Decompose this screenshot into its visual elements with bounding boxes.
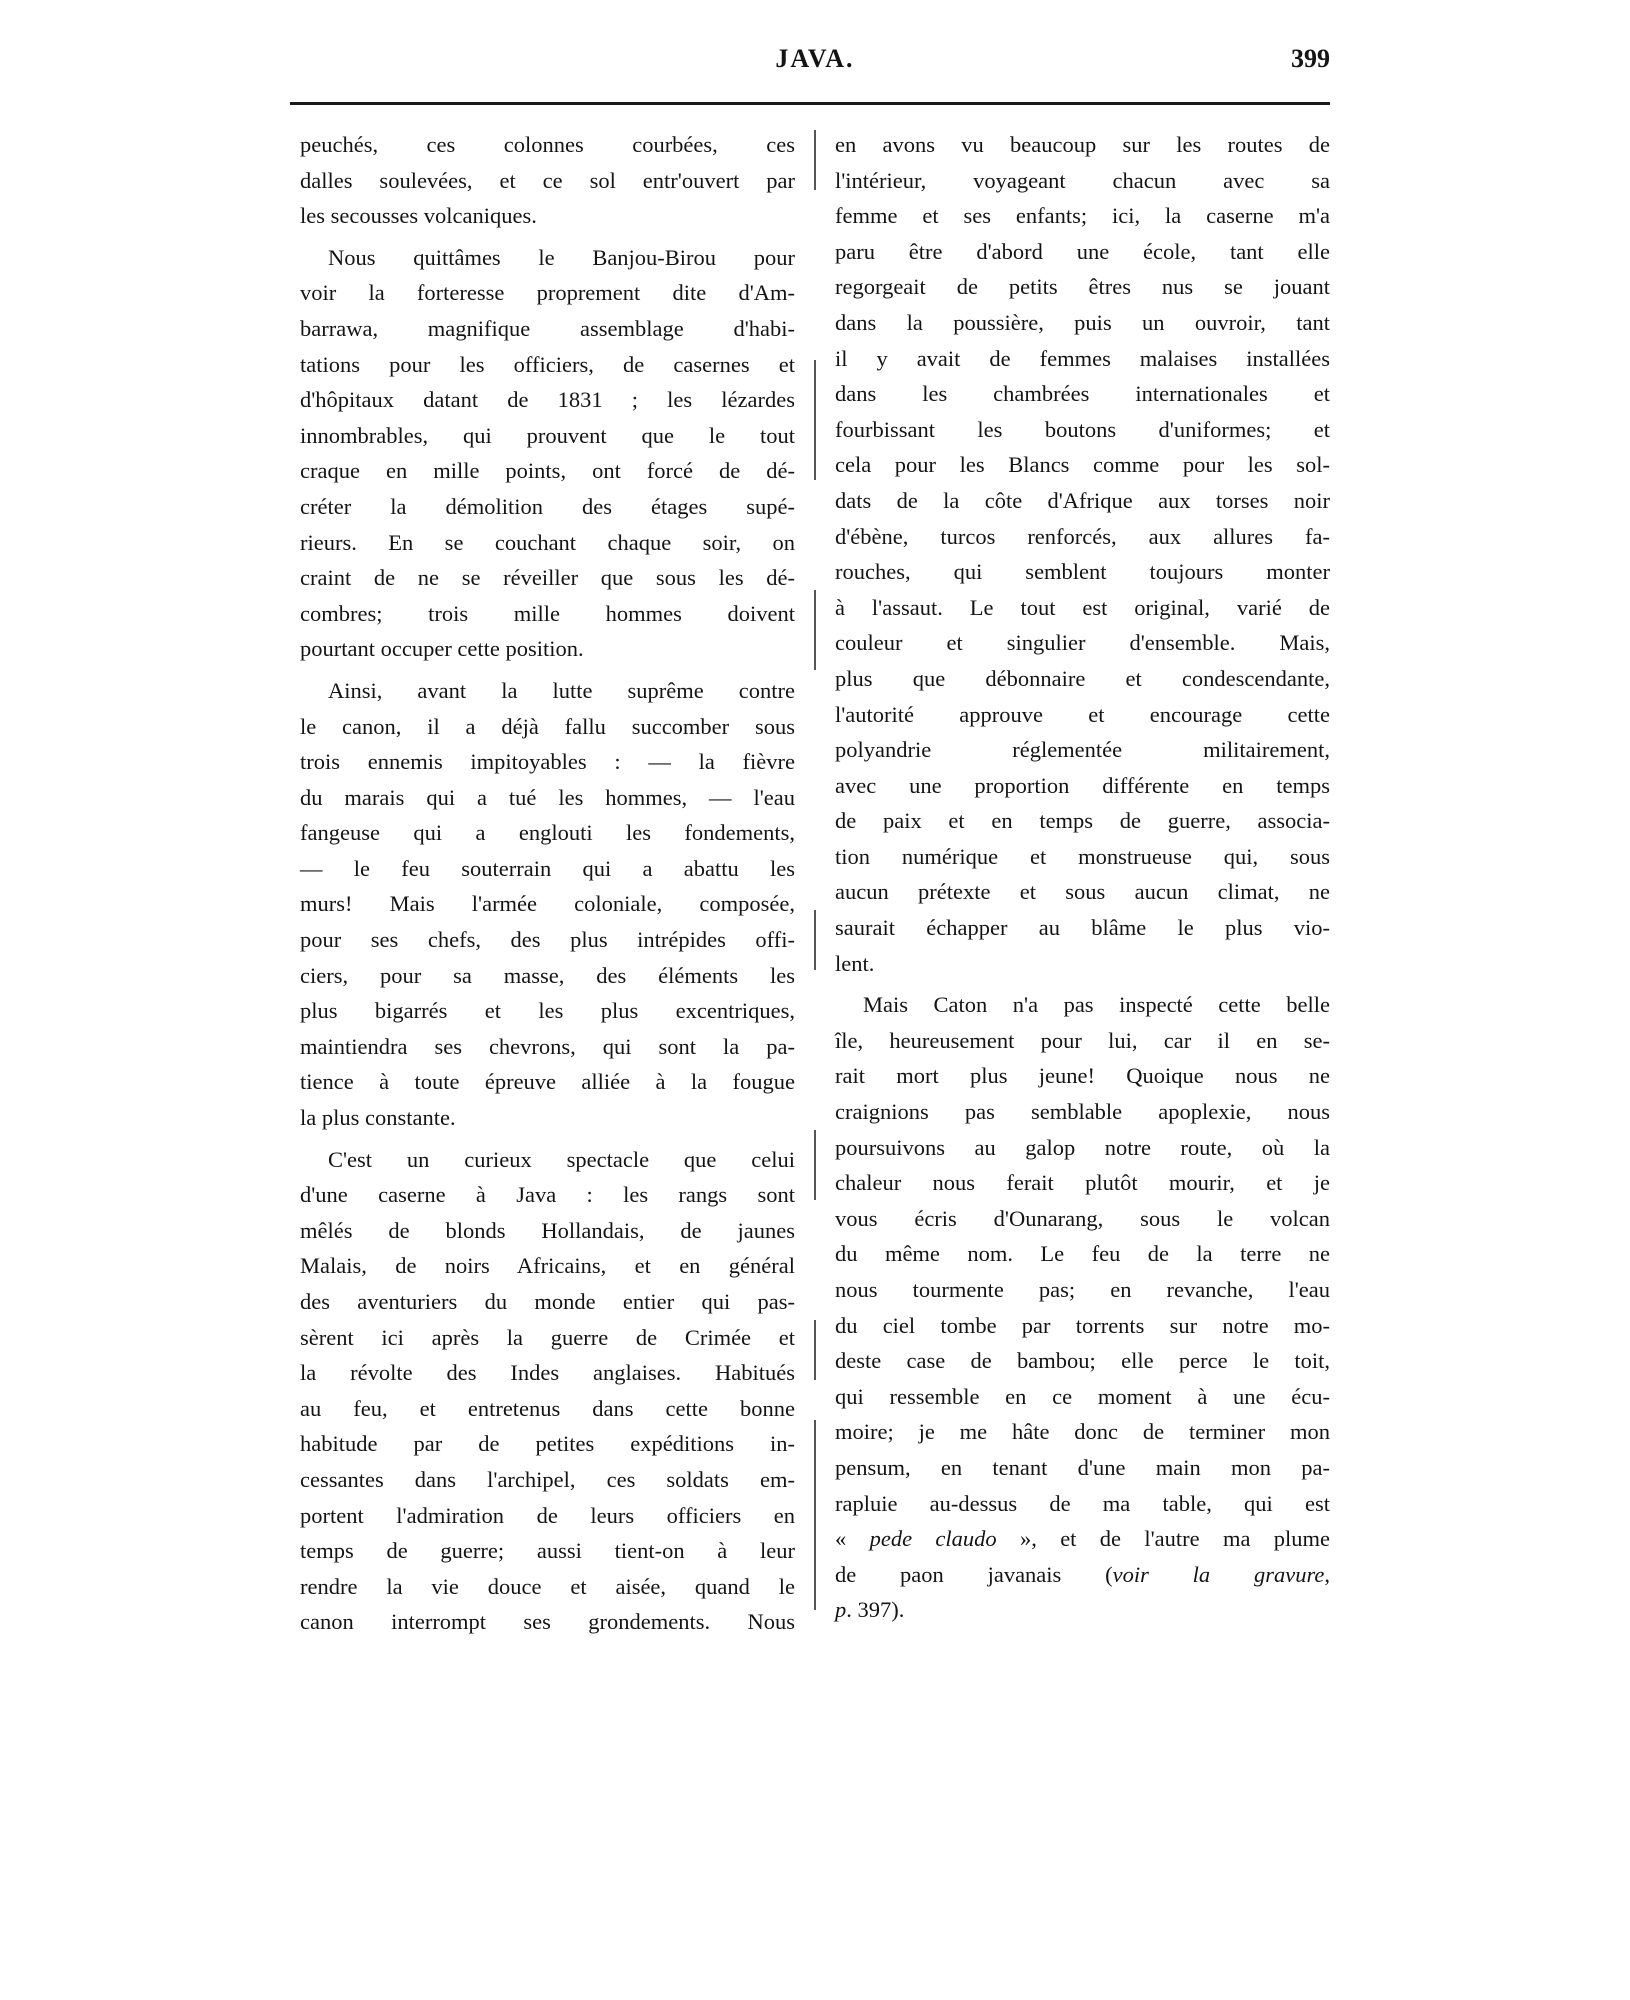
text-line: lent. <box>835 950 875 976</box>
text-line: Nous quittâmes le Banjou-Birou pour <box>328 244 795 270</box>
left-column <box>300 127 795 1640</box>
text-line: Mais Caton n'a pas inspecté cette belle <box>863 992 1330 1018</box>
text-line: barrawa, magnifique assemblage d'habi- <box>300 315 795 341</box>
paragraph <box>835 127 1330 981</box>
text-line: des aventuriers du monde entier qui pas- <box>300 1289 795 1314</box>
text-line: d'ébène, turcos renforcés, aux allures fa- <box>835 523 1330 549</box>
text-line: tion numérique et monstrueuse qui, sous <box>835 843 1330 869</box>
text-line: dans la poussière, puis un ouvroir, tant <box>835 309 1330 335</box>
text-line: d'une caserne à Java : les rangs sont <box>300 1182 795 1208</box>
open-quote: « <box>835 1526 870 1552</box>
text-line: couleur et singulier d'ensemble. Mais, <box>835 630 1330 656</box>
text-line: sèrent ici après la guerre de Crimée et <box>300 1324 795 1350</box>
paragraph <box>300 127 795 234</box>
text-line: maintiendra ses chevrons, qui sont la pa- <box>300 1033 795 1059</box>
text-line: le canon, il a déjà fallu succomber sous <box>300 713 795 739</box>
text-line: pensum, en tenant d'une main mon pa- <box>835 1454 1330 1480</box>
text-line: combres; trois mille hommes doivent <box>300 600 795 626</box>
text-line: plus que débonnaire et condescendante, <box>835 665 1330 691</box>
text-line-page-reference <box>835 1592 1330 1628</box>
text-line: la plus constante. <box>300 1105 456 1131</box>
right-column <box>835 127 1330 1628</box>
text-line: la révolte des Indes anglaises. Habitués <box>300 1360 795 1386</box>
close-quote: » <box>996 1526 1032 1552</box>
text-line: en avons vu beaucoup sur les routes de <box>835 132 1330 157</box>
text-line: nous tourmente pas; en revanche, l'eau <box>835 1277 1330 1302</box>
text-line: craint de ne se réveiller que sous les dé- <box>300 565 795 591</box>
text-line: île, heureusement pour lui, car il en se- <box>835 1027 1330 1053</box>
text-line: mêlés de blonds Hollandais, de jaunes <box>300 1217 795 1243</box>
paragraph <box>300 1142 795 1640</box>
text-line: du même nom. Le feu de la terre ne <box>835 1241 1330 1267</box>
text-line: rait mort plus jeune! Quoique nous ne <box>835 1063 1330 1089</box>
text-line: au feu, et entretenus dans cette bonne <box>300 1395 795 1421</box>
page-number: 399 <box>1291 44 1330 73</box>
text-line: du marais qui a tué les hommes, — l'eau <box>300 784 795 810</box>
italic-phrase: p <box>835 1597 847 1623</box>
text-line: saurait échapper au blâme le plus vio- <box>835 915 1330 941</box>
text-line: rieurs. En se couchant chaque soir, on <box>300 529 795 555</box>
text-line: paru être d'abord une école, tant elle <box>835 238 1330 264</box>
text-line: fangeuse qui a englouti les fondements, <box>300 820 795 846</box>
text-line: à l'assaut. Le tout est original, varié de <box>835 594 1330 620</box>
text-line: Ainsi, avant la lutte suprême contre <box>328 677 795 703</box>
text-line: moire; je me hâte donc de terminer mon <box>835 1419 1330 1445</box>
text-line: l'autorité approuve et encourage cette <box>835 701 1330 727</box>
text-fragment: de paon javanais ( <box>835 1561 1113 1587</box>
italic-phrase: pede claudo <box>869 1526 997 1552</box>
text-line: cela pour les Blancs comme pour les sol- <box>835 452 1330 478</box>
text-line: chaleur nous ferait plutôt mourir, et je <box>835 1170 1330 1196</box>
text-fragment: , <box>1324 1561 1330 1587</box>
text-line: voir la forteresse proprement dite d'Am- <box>300 280 795 306</box>
text-line: rouches, qui semblent toujours monter <box>835 559 1330 585</box>
text-fragment: . 397). <box>846 1597 905 1623</box>
text-line: regorgeait de petits êtres nus se jouant <box>835 274 1330 300</box>
text-line: ciers, pour sa masse, des éléments les <box>300 962 795 988</box>
text-line-italic-quote <box>835 1521 1330 1557</box>
text-line: canon interrompt ses grondements. Nous <box>300 1609 795 1635</box>
text-line: Malais, de noirs Africains, et en général <box>300 1253 795 1279</box>
text-line: pourtant occuper cette position. <box>300 636 584 662</box>
running-title: JAVA. <box>775 44 855 73</box>
text-line: C'est un curieux spectacle que celui <box>328 1146 795 1172</box>
text-line: cessantes dans l'archipel, ces soldats em- <box>300 1466 795 1492</box>
text-line: il y avait de femmes malaises installées <box>835 345 1330 371</box>
header-rule <box>290 102 1330 105</box>
text-line: deste case de bambou; elle perce le toit, <box>835 1348 1330 1374</box>
text-line: de paix et en temps de guerre, associa- <box>835 808 1330 834</box>
text-line: craignions pas semblable apoplexie, nous <box>835 1099 1330 1125</box>
text-line: murs! Mais l'armée coloniale, composée, <box>300 891 795 917</box>
text-line: créter la démolition des étages supé- <box>300 493 795 519</box>
text-line: l'intérieur, voyageant chacun avec sa <box>835 167 1330 193</box>
text-line: du ciel tombe par torrents sur notre mo- <box>835 1312 1330 1338</box>
paragraph <box>835 987 1330 1628</box>
text-line: pour ses chefs, des plus intrépides offi- <box>300 927 795 953</box>
text-line: qui ressemble en ce moment à une écu- <box>835 1383 1330 1409</box>
text-line: dans les chambrées internationales et <box>835 381 1330 407</box>
column-divider <box>814 130 816 1625</box>
text-line-italic-reference <box>835 1557 1330 1593</box>
text-line: rapluie au-dessus de ma table, qui est <box>835 1490 1330 1516</box>
text-line: portent l'admiration de leurs officiers en <box>300 1502 795 1528</box>
text-line: polyandrie réglementée militairement, <box>835 737 1330 763</box>
text-line: les secousses volcaniques. <box>300 203 537 229</box>
text-line: dats de la côte d'Afrique aux torses noir <box>835 487 1330 513</box>
text-line: habitude par de petites expéditions in- <box>300 1431 795 1457</box>
text-line: tations pour les officiers, de casernes et <box>300 351 795 377</box>
text-line: poursuivons au galop notre route, où la <box>835 1134 1330 1160</box>
text-line: aucun prétexte et sous aucun climat, ne <box>835 879 1330 905</box>
text-line: rendre la vie douce et aisée, quand le <box>300 1573 795 1599</box>
text-line: d'hôpitaux datant de 1831 ; les lézardes <box>300 387 795 413</box>
text-line: plus bigarrés et les plus excentriques, <box>300 998 795 1024</box>
text-line: temps de guerre; aussi tient-on à leur <box>300 1538 795 1564</box>
text-line: trois ennemis impitoyables : — la fièvre <box>300 749 795 775</box>
text-fragment: , et de l'autre ma plume <box>1031 1526 1331 1552</box>
text-line: vous écris d'Ounarang, sous le volcan <box>835 1205 1330 1231</box>
text-line: innombrables, qui prouvent que le tout <box>300 422 795 448</box>
text-line: peuchés, ces colonnes courbées, ces <box>300 132 795 157</box>
text-line: tience à toute épreuve alliée à la fougue <box>300 1069 795 1095</box>
text-line: dalles soulevées, et ce sol entr'ouvert par <box>300 167 795 193</box>
text-line: avec une proportion différente en temps <box>835 772 1330 798</box>
paragraph <box>300 673 795 1136</box>
text-line: femme et ses enfants; ici, la caserne m'a <box>835 203 1330 229</box>
text-line: — le feu souterrain qui a abattu les <box>300 855 795 881</box>
italic-phrase: voir la gravure <box>1112 1561 1325 1587</box>
text-line: fourbissant les boutons d'uniformes; et <box>835 416 1330 442</box>
paragraph <box>300 240 795 667</box>
text-line: craque en mille points, ont forcé de dé- <box>300 458 795 484</box>
